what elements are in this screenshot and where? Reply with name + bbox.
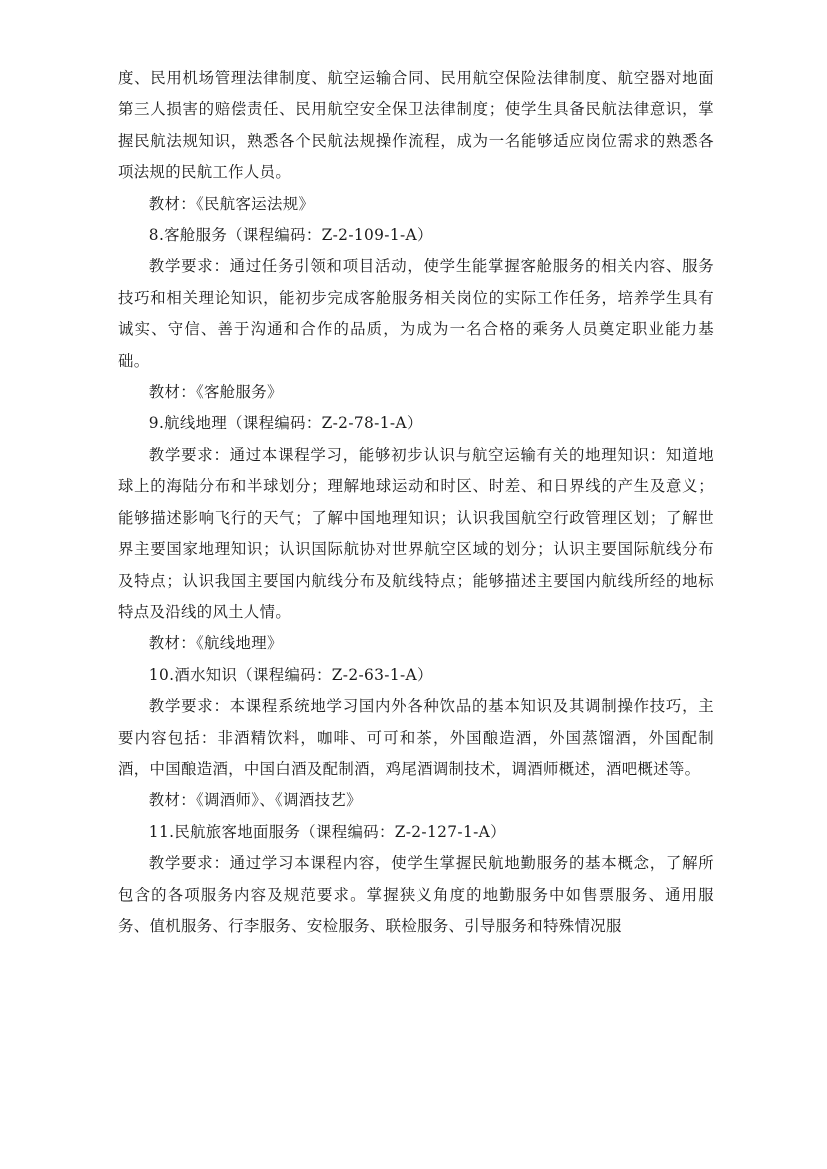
paragraph-route-geography-requirements: 教学要求：通过本课程学习，能够初步认识与航空运输有关的地理知识：知道地球上的海陆分布和半球划分；理解地球运动和时区、时差、和日界线的产生及意义；能够描述影响飞行的天气；了解中国地理知识；认识我国航空行政管理区划；了解世界主要国家地理知识；认识国际航协对世界航空区域的划分；认识主要国际航线分布及特点；认识我国主要国内航线分布及航线特点；能够描述主要国内航线所经的地标特点及沿线的风土人情。 <box>118 445 714 621</box>
heading-cabin-service: 8.客舱服务（课程编码：Z-2-109-1-A） <box>148 226 433 245</box>
paragraph-law-course-continuation: 度、民用机场管理法律制度、航空运输合同、民用航空保险法律制度、航空器对地面第三人损害的赔偿责任、民用航空安全保卫法律制度；使学生具备民航法律意识，掌握民航法规知识，熟悉各个民航法规操作流程，成为一名能够适应岗位需求的熟悉各项法规的民航工作人员。 <box>118 69 714 182</box>
paragraph-textbook-route-geography: 教材：《航线地理》 <box>148 634 283 653</box>
heading-route-geography: 9.航线地理（课程编码：Z-2-78-1-A） <box>148 414 423 433</box>
paragraph-textbook-cabin-service: 教材：《客舱服务》 <box>148 383 283 402</box>
paragraph-cabin-service-requirements: 教学要求：通过任务引领和项目活动，使学生能掌握客舱服务的相关内容、服务技巧和相关理论知识，能初步完成客舱服务相关岗位的实际工作任务，培养学生具有诚实、守信、善于沟通和合作的品质，为成为一名合格的乘务人员奠定职业能力基础。 <box>118 257 714 370</box>
paragraph-ground-service-requirements: 教学要求：通过学习本课程内容，使学生掌握民航地勤服务的基本概念，了解所包含的各项服务内容及规范要求。掌握狭义角度的地勤服务中如售票服务、通用服务、值机服务、行李服务、安检服务、联检服务、引导服务和特殊情况服 <box>118 854 714 935</box>
paragraph-textbook-beverage: 教材：《调酒师》、《调酒技艺》 <box>148 791 362 810</box>
document-body <box>118 63 714 942</box>
heading-ground-service: 11.民航旅客地面服务（课程编码：Z-2-127-1-A） <box>148 822 506 841</box>
paragraph-textbook-law: 教材：《民航客运法规》 <box>148 194 315 213</box>
paragraph-beverage-requirements: 教学要求：本课程系统地学习国内外各种饮品的基本知识及其调制操作技巧，主要内容包括：非酒精饮料，咖啡、可可和茶，外国酿造酒，外国蒸馏酒，外国配制酒，中国酿造酒，中国白酒及配制酒，鸡尾酒调制技术，调酒师概述，酒吧概述等。 <box>118 697 714 778</box>
heading-beverage-knowledge: 10.酒水知识（课程编码：Z-2-63-1-A） <box>148 665 433 684</box>
